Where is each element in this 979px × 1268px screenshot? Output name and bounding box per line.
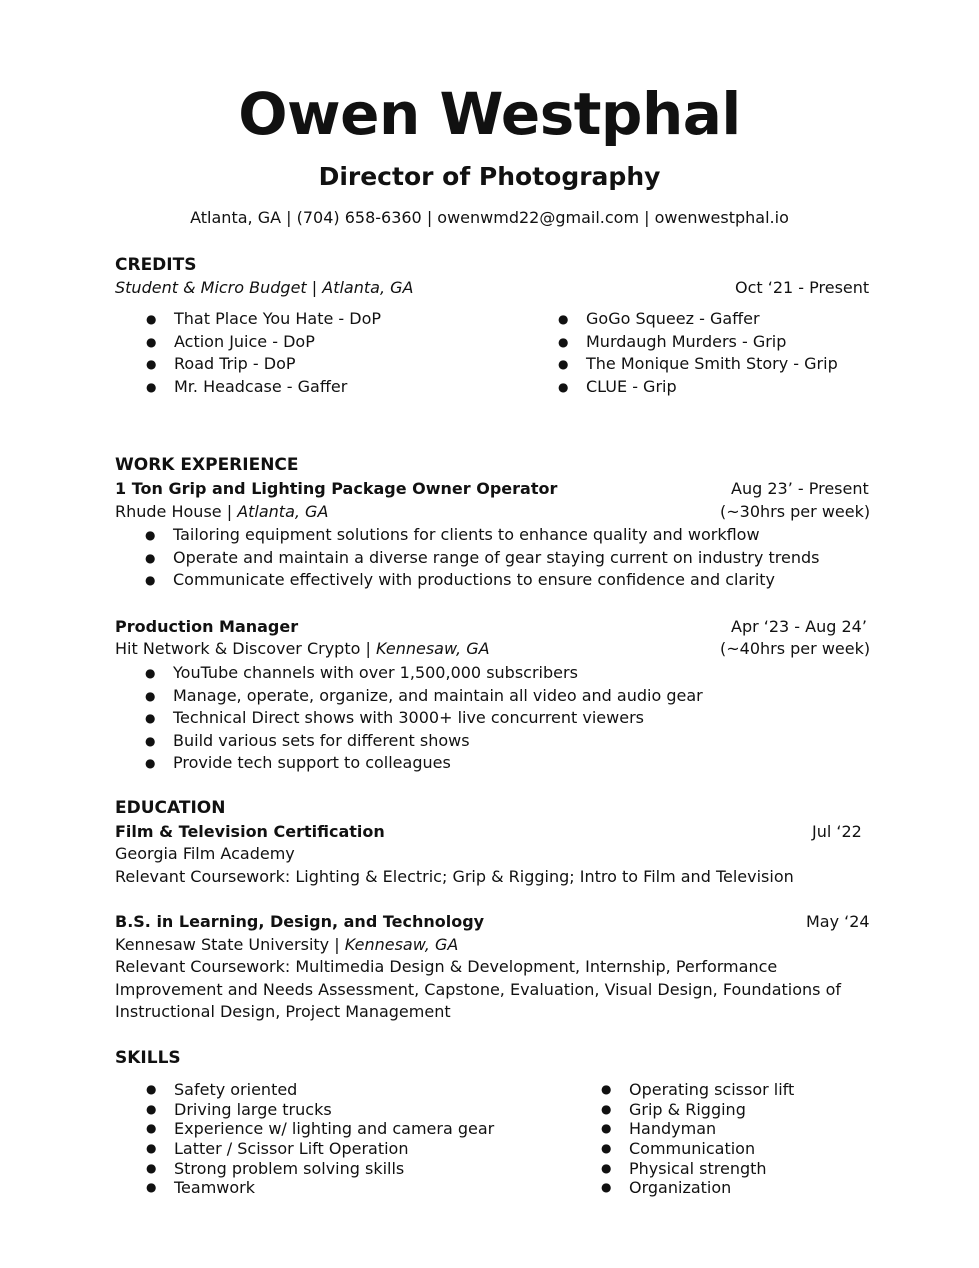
edu-date-1: Jul ‘22 xyxy=(812,822,862,841)
list-item: ● CLUE - Grip xyxy=(558,376,838,399)
list-item: ● Operating scissor lift xyxy=(601,1080,794,1100)
work-heading: WORK EXPERIENCE xyxy=(115,455,299,475)
job-org-1 xyxy=(115,502,328,521)
job-org-location: Atlanta, GA xyxy=(237,502,329,521)
list-item: ● Driving large trucks xyxy=(146,1100,494,1120)
job-title-1: 1 Ton Grip and Lighting Package Owner Operator xyxy=(115,479,558,498)
list-item: ● Strong problem solving skills xyxy=(146,1159,494,1179)
job-title-2: Production Manager xyxy=(115,617,299,636)
job-hours-2: (~40hrs per week) xyxy=(720,639,871,658)
edu-school-2 xyxy=(115,935,458,954)
list-item: ● Communicate effectively with productions to ensure confidence and clarity xyxy=(145,569,819,592)
edu-title-1: Film & Television Certification xyxy=(115,822,385,841)
list-item: ● YouTube channels with over 1,500,000 subscribers xyxy=(145,662,703,685)
list-item: ● Safety oriented xyxy=(146,1080,494,1100)
skills-left-list xyxy=(146,1080,494,1198)
list-item: ● Mr. Headcase - Gaffer xyxy=(146,376,381,399)
edu-school-location: Kennesaw, GA xyxy=(344,935,459,954)
list-item: ● That Place You Hate - DoP xyxy=(146,308,381,331)
list-item: ● GoGo Squeez - Gaffer xyxy=(558,308,838,331)
list-item: ● Provide tech support to colleagues xyxy=(145,752,703,775)
edu-coursework-2-line: Improvement and Needs Assessment, Capstone, Evaluation, Visual Design, Foundations of xyxy=(115,980,841,999)
list-item: ● Grip & Rigging xyxy=(601,1100,794,1120)
job-bullets-1 xyxy=(145,524,819,592)
edu-coursework-1: Relevant Coursework: Lighting & Electric; Grip & Rigging; Intro to Film and Television xyxy=(115,867,794,886)
list-item: ● Organization xyxy=(601,1178,794,1198)
list-item: ● Manage, operate, organize, and maintain all video and audio gear xyxy=(145,685,703,708)
edu-school-1: Georgia Film Academy xyxy=(115,844,295,863)
credits-subtitle xyxy=(115,278,413,297)
credits-subtitle-main: Student & Micro Budget | xyxy=(115,278,323,297)
list-item: ● Teamwork xyxy=(146,1178,494,1198)
list-item: ● Action Juice - DoP xyxy=(146,331,381,354)
credits-heading: CREDITS xyxy=(115,255,197,275)
job-org-2 xyxy=(115,639,490,658)
list-item: ● Experience w/ lighting and camera gear xyxy=(146,1119,494,1139)
job-org-name: Hit Network & Discover Crypto | xyxy=(115,639,376,658)
job-hours-1: (~30hrs per week) xyxy=(720,502,871,521)
edu-school-name: Kennesaw State University | xyxy=(115,935,345,954)
job-bullets-2 xyxy=(145,662,703,775)
edu-coursework-2-line: Instructional Design, Project Management xyxy=(115,1002,451,1021)
education-heading: EDUCATION xyxy=(115,798,226,818)
job-org-location: Kennesaw, GA xyxy=(375,639,490,658)
job-date-2: Apr ‘23 - Aug 24’ xyxy=(731,617,867,636)
job-date-1: Aug 23’ - Present xyxy=(731,479,869,498)
skills-right-list xyxy=(601,1080,794,1198)
skills-heading: SKILLS xyxy=(115,1048,181,1068)
credits-subtitle-location: Atlanta, GA xyxy=(322,278,414,297)
list-item: ● Build various sets for different shows xyxy=(145,730,703,753)
list-item: ● Operate and maintain a diverse range of gear staying current on industry trends xyxy=(145,547,819,570)
edu-date-2: May ‘24 xyxy=(806,912,870,931)
list-item: ● Physical strength xyxy=(601,1159,794,1179)
list-item: ● Handyman xyxy=(601,1119,794,1139)
job-title: Director of Photography xyxy=(318,162,661,191)
list-item: ● Latter / Scissor Lift Operation xyxy=(146,1139,494,1159)
credits-right-list xyxy=(558,308,838,398)
list-item: ● Tailoring equipment solutions for clients to enhance quality and workflow xyxy=(145,524,819,547)
job-org-name: Rhude House | xyxy=(115,502,238,521)
list-item: ● The Monique Smith Story - Grip xyxy=(558,353,838,376)
list-item: ● Road Trip - DoP xyxy=(146,353,381,376)
edu-coursework-2-line: Relevant Coursework: Multimedia Design & Development, Internship, Performance xyxy=(115,957,778,976)
list-item: ● Murdaugh Murders - Grip xyxy=(558,331,838,354)
edu-title-2: B.S. in Learning, Design, and Technology xyxy=(115,912,485,931)
credits-date: Oct ‘21 - Present xyxy=(735,278,870,297)
contact-line: Atlanta, GA | (704) 658-6360 | owenwmd22@gmail.com | owenwestphal.io xyxy=(190,208,789,227)
credits-left-list xyxy=(146,308,381,398)
list-item: ● Communication xyxy=(601,1139,794,1159)
list-item: ● Technical Direct shows with 3000+ live concurrent viewers xyxy=(145,707,703,730)
person-name: Owen Westphal xyxy=(238,80,741,148)
